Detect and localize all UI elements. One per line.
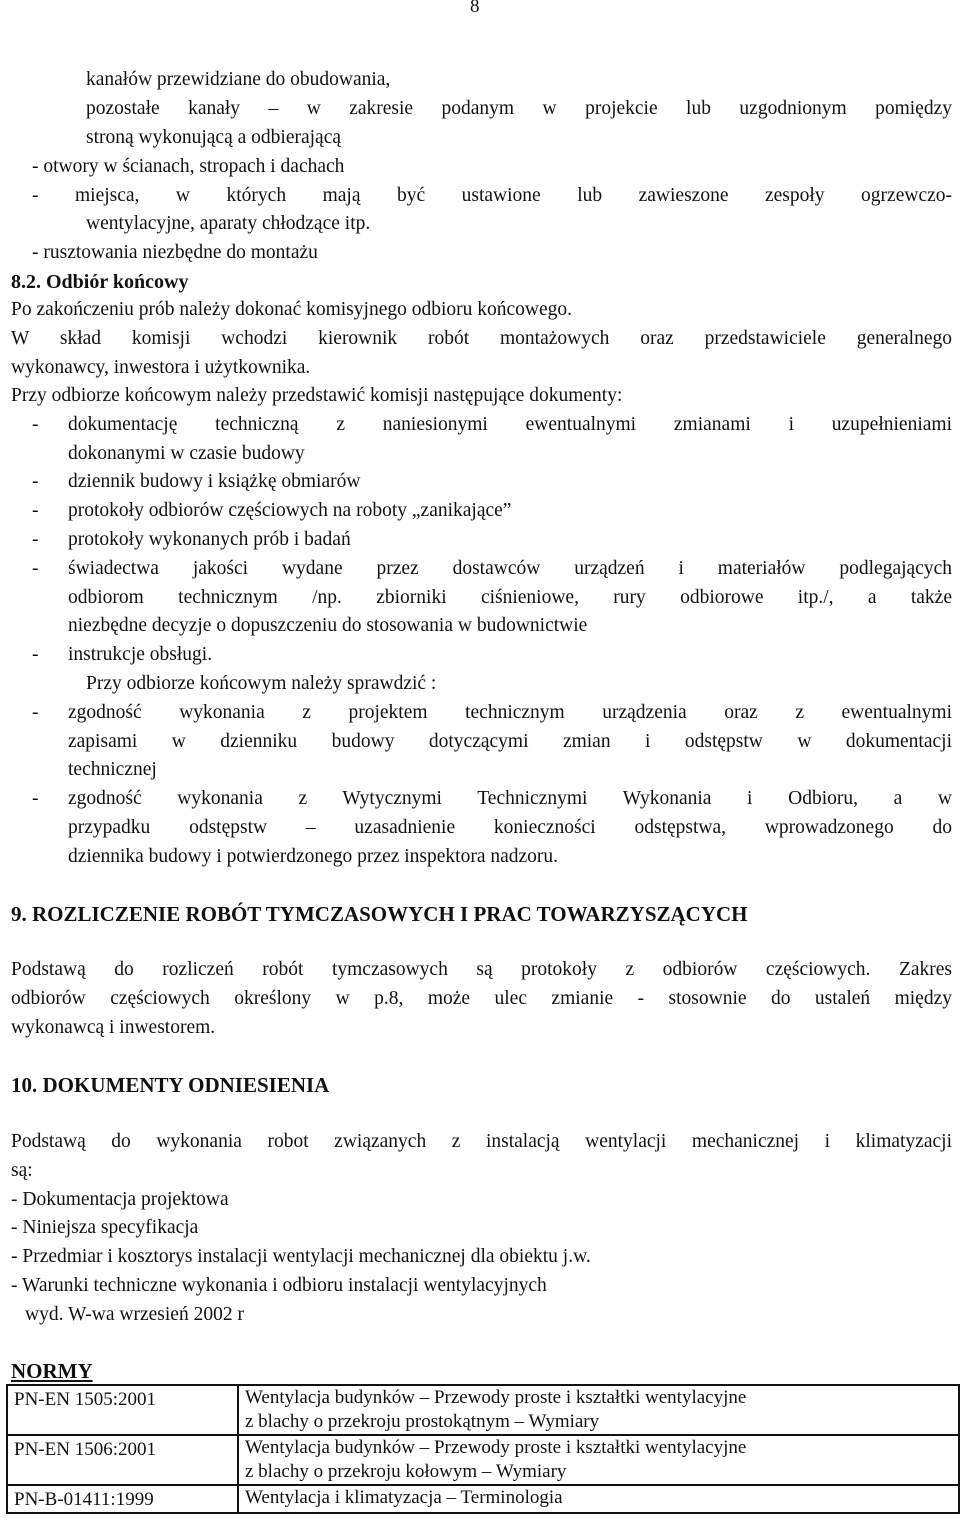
list-item: technicznej [68,759,157,780]
page-number: 8 [470,0,480,17]
section-heading: 8.2. Odbiór końcowy [11,271,189,293]
text-line: wentylacyjne, aparaty chłodzące itp. [86,213,371,234]
paragraph: Podstawą do wykonania robot związanych z instalacją wentylacji mechanicznej i klimatyzacji [11,1131,952,1152]
list-item: zgodność wykonania z projektem technicznym urządzenia oraz z ewentualnymi [68,702,952,723]
section-heading: 10. DOKUMENTY ODNIESIENIA [11,1073,330,1097]
norm-description-line: Wentylacja budynków – Przewody proste i kształtki wentylacyjne [245,1387,747,1408]
list-item: dokonanymi w czasie budowy [68,443,305,464]
table-row [7,1435,959,1485]
norm-description [238,1485,959,1513]
text-line: kanałów przewidziane do obudowania, [86,69,391,90]
bullet-dash: - [32,414,39,435]
list-item: protokoły wykonanych prób i badań [68,529,351,550]
list-item: - otwory w ścianach, stropach i dachach [32,156,345,177]
text-line: stroną wykonującą a odbierającą [86,127,342,148]
table-row [7,1485,959,1513]
norm-description-line: Wentylacja budynków – Przewody proste i kształtki wentylacyjne [245,1437,747,1458]
section-heading: 9. ROZLICZENIE ROBÓT TYMCZASOWYCH I PRAC TOWARZYSZĄCYCH [11,902,748,926]
list-item: - Dokumentacja projektowa [11,1189,229,1210]
paragraph: są: [11,1160,33,1181]
norm-description-line: z blachy o przekroju kołowym – Wymiary [245,1461,567,1482]
list-item: odbiorom technicznym /np. zbiorniki ciśnieniowe, rury odbiorowe itp./, a także [68,587,952,608]
list-item: wyd. W-wa wrzesień 2002 r [25,1304,244,1325]
bullet-dash: - [32,558,39,579]
paragraph: W skład komisji wchodzi kierownik robót montażowych oraz przedstawiciele generalnego [11,328,952,349]
norm-code: PN-EN 1506:2001 [7,1435,238,1485]
list-item: przypadku odstępstw – uzasadnienie konieczności odstępstwa, wprowadzonego do [68,817,952,838]
paragraph: Przy odbiorze końcowym należy sprawdzić : [86,673,437,694]
norm-code: PN-B-01411:1999 [7,1485,238,1513]
norms-heading: NORMY [11,1359,93,1383]
paragraph: Po zakończeniu prób należy dokonać komisyjnego odbioru końcowego. [11,299,573,320]
list-item: instrukcje obsługi. [68,644,213,665]
bullet-dash: - [32,702,39,723]
norms-table [6,1384,960,1514]
list-item: protokoły odbiorów częściowych na roboty „zanikające” [68,500,512,521]
list-item: - rusztowania niezbędne do montażu [32,242,318,263]
bullet-dash: - [32,644,39,665]
list-item: zgodność wykonania z Wytycznymi Technicznymi Wykonania i Odbioru, a w [68,788,952,809]
paragraph: wykonawcą i inwestorem. [11,1017,216,1038]
list-item: - Niniejsza specyfikacja [11,1217,199,1238]
paragraph: wykonawcy, inwestora i użytkownika. [11,357,311,378]
norm-code: PN-EN 1505:2001 [7,1385,238,1435]
list-item: dziennik budowy i książkę obmiarów [68,471,361,492]
norm-description [238,1385,959,1435]
paragraph: Przy odbiorze końcowym należy przedstawić komisji następujące dokumenty: [11,385,623,406]
list-item: - Przedmiar i kosztorys instalacji wentylacji mechanicznej dla obiektu j.w. [11,1246,591,1267]
paragraph: odbiorów częściowych określony w p.8, może ulec zmianie - stosownie do ustaleń między [11,988,952,1009]
paragraph: Podstawą do rozliczeń robót tymczasowych są protokoły z odbiorów częściowych. Zakres [11,959,952,980]
list-item: niezbędne decyzje o dopuszczeniu do stosowania w budownictwie [68,615,588,636]
bullet-dash: - [32,529,39,550]
list-item: zapisami w dzienniku budowy dotyczącymi zmian i odstępstw w dokumentacji [68,731,952,752]
norm-description [238,1435,959,1485]
bullet-dash: - [32,500,39,521]
text-line: pozostałe kanały – w zakresie podanym w projekcie lub uzgodnionym pomiędzy [86,98,952,119]
list-item: dziennika budowy i potwierdzonego przez inspektora nadzoru. [68,846,559,867]
list-item: - Warunki techniczne wykonania i odbioru instalacji wentylacyjnych [11,1275,547,1296]
bullet-dash: - [32,788,39,809]
list-item: dokumentację techniczną z naniesionymi ewentualnymi zmianami i uzupełnieniami [68,414,952,435]
norm-description-line: z blachy o przekroju prostokątnym – Wymiary [245,1411,600,1432]
norm-description-line: Wentylacja i klimatyzacja – Terminologia [245,1487,563,1508]
table-row [7,1385,959,1435]
list-item: - miejsca, w których mają być ustawione lub zawieszone zespoły ogrzewczo- [32,185,952,206]
list-item: świadectwa jakości wydane przez dostawców urządzeń i materiałów podlegających [68,558,952,579]
bullet-dash: - [32,471,39,492]
